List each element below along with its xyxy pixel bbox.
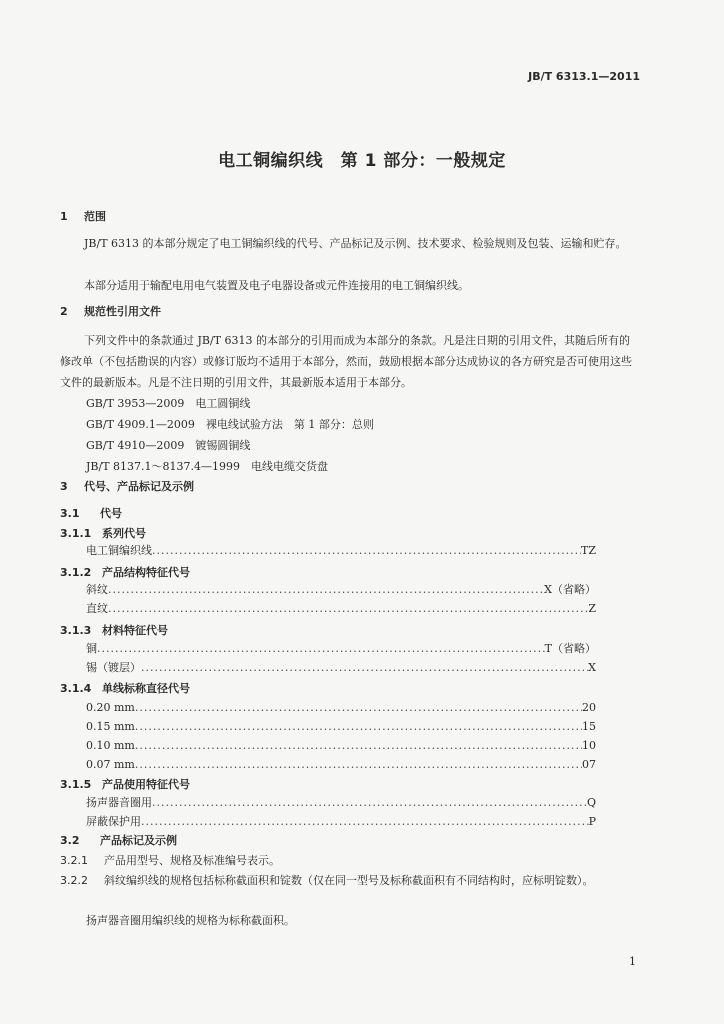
code-label: 铜 [86, 642, 97, 655]
clause-text: 斜纹编织线的规格包括标称截面积和锭数（仅在同一型号及标称截面积有不同结构时，应标明锭数）。 [104, 874, 594, 887]
code-value: 10 [582, 739, 596, 752]
code-label: 电工铜编织线 [86, 544, 152, 557]
section-1-paragraph-1: JB/T 6313 的本部分规定了电工铜编织线的代号、产品标记及示例、技术要求、检验规则及包装、运输和贮存。 [84, 237, 627, 250]
subsection-3-1-heading [60, 505, 122, 521]
clause-title: 系列代号 [102, 527, 146, 540]
section-3-heading [60, 478, 194, 494]
clause-3-1-1-heading [60, 525, 146, 541]
code-value: X [588, 661, 596, 674]
section-1-heading [60, 208, 106, 224]
reference-item: GB/T 4909.1—2009 裸电线试验方法 第 1 部分：总则 [86, 418, 374, 431]
code-label: 扬声器音圈用 [86, 796, 152, 809]
section-2-heading [60, 303, 161, 319]
code-value: 07 [582, 758, 596, 771]
code-value: 15 [582, 720, 596, 733]
code-row [86, 738, 596, 754]
clause-number: 3.1.5 [60, 778, 92, 791]
clause-text: 产品用型号、规格及标准编号表示。 [104, 854, 280, 867]
code-row [86, 543, 596, 559]
clause-3-2-2 [60, 871, 640, 890]
code-row [86, 757, 596, 773]
clause-title: 产品结构特征代号 [102, 566, 190, 579]
code-label: 0.10 mm [86, 739, 135, 752]
section-2-paragraph: 下列文件中的条款通过 JB/T 6313 的本部分的引用而成为本部分的条款。凡是注日期的引用文件，其随后所有的修改单（不包括勘误的内容）或修订版均不适用于本部分，然而，鼓励根据本部分达成协议的各方研究是否可使用这些文件的最新版本。凡是不注日期的引用文件，其最新版本适用于本部分。 [60, 334, 632, 389]
code-row [86, 719, 596, 735]
section-number: 3 [60, 480, 68, 493]
section-title: 范围 [84, 210, 106, 223]
code-value: T（省略） [544, 642, 596, 655]
code-value: 20 [582, 701, 596, 714]
clause-3-1-2-heading [60, 564, 190, 580]
clause-title: 单线标称直径代号 [102, 682, 190, 695]
section-title: 代号、产品标记及示例 [84, 480, 194, 493]
clause-3-1-4-heading [60, 680, 190, 696]
leader-dots [135, 738, 582, 754]
code-row [86, 660, 596, 676]
reference-item: GB/T 3953—2009 电工圆铜线 [86, 397, 251, 410]
subsection-3-2-heading [60, 832, 177, 848]
clause-title: 产品使用特征代号 [102, 778, 190, 791]
subsection-number: 3.1 [60, 507, 80, 520]
code-row [86, 641, 596, 657]
code-label: 0.07 mm [86, 758, 135, 771]
clause-number: 3.1.2 [60, 566, 92, 579]
clause-3-1-5-heading [60, 776, 190, 792]
clause-title: 材料特征代号 [102, 624, 168, 637]
leader-dots [135, 757, 582, 773]
clause-3-1-3-heading [60, 622, 168, 638]
reference-item: GB/T 4910—2009 镀锡圆铜线 [86, 439, 251, 452]
leader-dots [135, 719, 582, 735]
code-label: 屏蔽保护用 [86, 815, 141, 828]
document-title: 电工铜编织线 第 1 部分：一般规定 [218, 151, 506, 171]
page-number: 1 [629, 955, 636, 968]
leader-dots [108, 582, 544, 598]
leader-dots [108, 601, 588, 617]
section-title: 规范性引用文件 [84, 305, 161, 318]
code-row [86, 814, 596, 830]
leader-dots [152, 795, 587, 811]
leader-dots [152, 543, 581, 559]
code-label: 0.20 mm [86, 701, 135, 714]
reference-item: JB/T 8137.1～8137.4—1999 电线电缆交货盘 [86, 460, 329, 473]
clause-number: 3.1.4 [60, 682, 92, 695]
code-label: 锡（镀层） [86, 661, 141, 674]
section-1-paragraph-2: 本部分适用于输配电用电气装置及电子电器设备或元件连接用的电工铜编织线。 [84, 279, 469, 292]
code-row [86, 601, 596, 617]
code-row [86, 795, 596, 811]
final-paragraph: 扬声器音圈用编织线的规格为标称截面积。 [86, 914, 295, 927]
section-number: 2 [60, 305, 68, 318]
subsection-title: 代号 [100, 507, 122, 520]
subsection-title: 产品标记及示例 [100, 834, 177, 847]
clause-number: 3.1.3 [60, 624, 92, 637]
leader-dots [97, 641, 545, 657]
code-label: 0.15 mm [86, 720, 135, 733]
code-value: Q [586, 796, 596, 809]
section-number: 1 [60, 210, 68, 223]
leader-dots [135, 700, 582, 716]
code-row [86, 582, 596, 598]
code-value: TZ [581, 544, 596, 557]
code-value: Z [588, 602, 596, 615]
subsection-number: 3.2 [60, 834, 80, 847]
clause-number: 3.2.1 [60, 854, 88, 867]
clause-3-2-1 [60, 852, 280, 868]
code-row [86, 700, 596, 716]
code-value: P [588, 815, 596, 828]
code-value: X（省略） [544, 583, 596, 596]
standard-number: JB/T 6313.1—2011 [528, 70, 640, 83]
leader-dots [141, 660, 588, 676]
code-label: 直纹 [86, 602, 108, 615]
clause-number: 3.1.1 [60, 527, 92, 540]
code-label: 斜纹 [86, 583, 108, 596]
leader-dots [141, 814, 589, 830]
clause-number: 3.2.2 [60, 874, 88, 887]
